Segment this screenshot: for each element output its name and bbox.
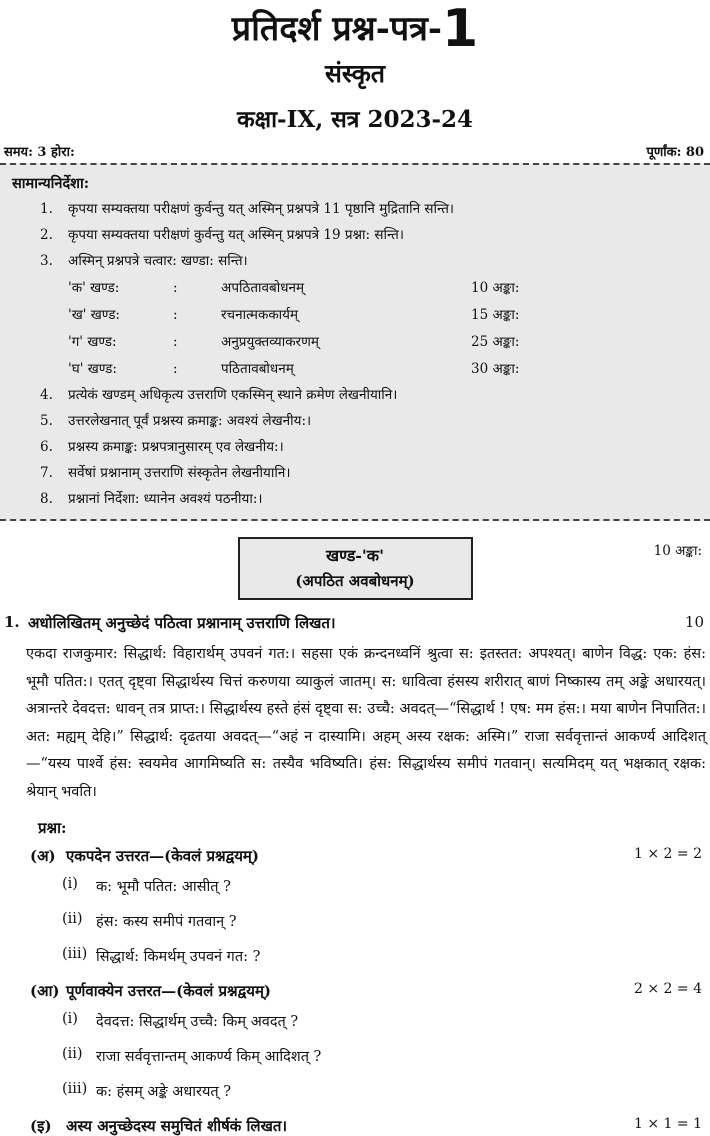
instruction-text: कृपया सम्यक्तया परीक्षणं कुर्वन्तु यत् अस्मिन् प्रश्नपत्रे 11 पृष्ठानि मुद्रितानि सन्ति। bbox=[68, 201, 455, 217]
subquestion-aa-text: पूर्णवाक्येन उत्तरत—(केवलं प्रश्नद्वयम्) bbox=[66, 982, 272, 1000]
instruction-text: प्रश्नस्य क्रमाङ्क: प्रश्नपत्रानुसारम् एव लेखनीय:। bbox=[68, 439, 284, 455]
paper-header bbox=[0, 0, 710, 134]
instruction-item bbox=[40, 439, 700, 456]
subquestion-aa-marks: 2 × 2 = 4 bbox=[634, 981, 702, 997]
khanda-name: रचनात्मककार्यम् bbox=[221, 307, 299, 323]
item-text: सिद्धार्थ: किमर्थम् उपवनं गत: ? bbox=[96, 949, 261, 965]
subquestion-a-text: एकपदेन उत्तरत—(केवलं प्रश्नद्वयम्) bbox=[66, 847, 259, 865]
instruction-number: 4. bbox=[40, 387, 53, 403]
khanda-table-row bbox=[68, 333, 700, 351]
item-number: (iii) bbox=[62, 946, 88, 962]
khanda-table-row bbox=[68, 360, 700, 378]
subquestion-aa-item bbox=[62, 1081, 710, 1101]
khanda-colon: : bbox=[173, 334, 178, 350]
instruction-number: 7. bbox=[40, 465, 53, 481]
khanda-colon: : bbox=[173, 361, 178, 377]
instruction-text: अस्मिन् प्रश्नपत्रे चत्वार: खण्डा: सन्ति। bbox=[68, 253, 248, 269]
section-a-title: खण्ड-'क' bbox=[326, 546, 384, 565]
section-a-header bbox=[0, 537, 710, 599]
subquestion-aa-number: (आ) bbox=[30, 982, 60, 1000]
item-text: क: हंसम् अङ्के अधारयत् ? bbox=[96, 1084, 232, 1100]
khanda-label: 'ख' खण्ड: bbox=[68, 307, 120, 323]
subquestion-a-item bbox=[62, 946, 710, 966]
instruction-item bbox=[40, 491, 700, 508]
instruction-number: 1. bbox=[40, 201, 53, 217]
subquestion-i-text: अस्य अनुच्छेदस्य समुचितं शीर्षकं लिखत। bbox=[66, 1117, 288, 1135]
khanda-marks: 30 अङ्का: bbox=[471, 361, 520, 377]
subquestion-aa-heading bbox=[30, 981, 702, 1001]
khanda-name: अनुप्रयुक्तव्याकरणम् bbox=[221, 334, 319, 350]
item-number: (iii) bbox=[62, 1081, 88, 1097]
question-1-marks: 10 bbox=[684, 613, 704, 631]
instructions-heading: सामान्यनिर्देशा: bbox=[12, 175, 90, 192]
subquestion-a-item bbox=[62, 911, 710, 931]
reading-passage: एकदा राजकुमार: सिद्धार्थ: विहारार्थम् उपवनं गत:। सहसा एकं क्रन्दनध्वनिं श्रुत्वा स: इतस्तत: अपश्यत्। बाणेन विद्ध: एक: हंस: भूमौ पतित:। एतत् दृष्ट्वा सिद्धार्थस्य चित्तं करुणया व्याकुलं जातम्। स: धावित्वा हंसस्य शरीरात् बाणं निष्कास्य तम् अङ्के अधारयत्। अत्रान्तरे देवदत्त: धावन् तत्र प्राप्त:। सिद्धार्थस्य हस्ते हंसं दृष्ट्वा स: उच्चै: अवदत्—“सिद्धार्थ ! एष: मम हंस:। मया बाणेन निपातित:। अत: मह्यम् देहि।” सिद्धार्थ: दृढतया अवदत्—“अहं न दास्यामि। अहम् अस्य रक्षक: अस्मि।” राजा सर्ववृत्तान्तं आकर्ण्य आदिशत्—“यस्य पार्श्वे हंस: स्वयमेव आगमिष्यति स: तस्यैव भविष्यति। हंस: सिद्धार्थस्य समीपं गतवान्। सत्यमिदम् यत् भक्षकात् रक्षक: श्रेयान् भवति। bbox=[26, 646, 706, 800]
instruction-text: उत्तरलेखनात् पूर्वं प्रश्नस्य क्रमाङ्क: अवश्यं लेखनीय:। bbox=[68, 413, 312, 429]
khanda-label: 'ग' खण्ड: bbox=[68, 334, 117, 350]
item-text: राजा सर्ववृत्तान्तम् आकर्ण्य किम् आदिशत् ? bbox=[96, 1049, 322, 1065]
item-number: (ii) bbox=[62, 911, 83, 927]
page-title bbox=[0, 0, 710, 59]
class-session: कक्षा-IX, सत्र 2023-24 bbox=[236, 106, 474, 133]
instruction-item bbox=[40, 253, 700, 270]
instruction-item bbox=[40, 413, 700, 430]
paper-number: 1 bbox=[442, 0, 479, 59]
khanda-name: पठितावबोधनम् bbox=[221, 361, 294, 377]
khanda-table-row bbox=[68, 279, 700, 297]
khanda-table-row bbox=[68, 306, 700, 324]
page-title-text: प्रतिदर्श प्रश्न-पत्र- bbox=[231, 9, 443, 49]
khanda-colon: : bbox=[173, 307, 178, 323]
subquestion-i-heading bbox=[30, 1116, 702, 1136]
instruction-item bbox=[40, 465, 700, 482]
khanda-name: अपठितावबोधनम् bbox=[221, 280, 305, 296]
instruction-number: 8. bbox=[40, 491, 53, 507]
instruction-number: 2. bbox=[40, 227, 53, 243]
khanda-label: 'क' खण्ड: bbox=[68, 280, 120, 296]
instruction-number: 6. bbox=[40, 439, 53, 455]
subquestion-a-marks: 1 × 2 = 2 bbox=[634, 846, 702, 862]
subquestion-a-item bbox=[62, 876, 710, 896]
khanda-colon: : bbox=[173, 280, 178, 296]
item-number: (i) bbox=[62, 1011, 78, 1027]
subquestion-a-number: (अ) bbox=[30, 847, 56, 865]
general-instructions-box bbox=[0, 163, 710, 521]
item-number: (ii) bbox=[62, 1046, 83, 1062]
khanda-label: 'घ' खण्ड: bbox=[68, 361, 117, 377]
instruction-text: सर्वेषां प्रश्नानाम् उत्तराणि संस्कृतेन लेखनीयानि। bbox=[68, 465, 291, 481]
subquestion-i-number: (इ) bbox=[30, 1117, 52, 1135]
section-a-subtitle: (अपठित अवबोधनम्) bbox=[295, 572, 415, 590]
instruction-text: प्रत्येकं खण्डम् अधिकृत्य उत्तराणि एकस्मिन् स्थाने क्रमेण लेखनीयानि। bbox=[68, 387, 398, 403]
max-marks: पूर्णांक: 80 bbox=[646, 145, 704, 160]
subject-title: संस्कृत bbox=[324, 59, 386, 88]
subquestion-aa-item bbox=[62, 1046, 710, 1066]
subquestion-aa-item bbox=[62, 1011, 710, 1031]
subquestion-a-heading bbox=[30, 846, 702, 866]
question-1-text: अधोलिखितम् अनुच्छेदं पठित्वा प्रश्नानाम् उत्तराणि लिखत। bbox=[28, 614, 336, 632]
khanda-marks: 10 अङ्का: bbox=[471, 280, 520, 296]
item-text: देवदत्त: सिद्धार्थम् उच्चै: किम् अवदत् ? bbox=[96, 1014, 299, 1030]
instruction-text: कृपया सम्यक्तया परीक्षणं कुर्वन्तु यत् अस्मिन् प्रश्नपत्रे 19 प्रश्ना: सन्ति। bbox=[68, 227, 404, 243]
section-a-box bbox=[238, 537, 473, 600]
instruction-number: 5. bbox=[40, 413, 53, 429]
item-text: हंस: कस्य समीपं गतवान् ? bbox=[96, 914, 237, 930]
question-1-number: 1. bbox=[4, 613, 20, 631]
instruction-item bbox=[40, 201, 700, 218]
section-a-marks: 10 अङ्का: bbox=[653, 543, 702, 559]
meta-row bbox=[0, 134, 710, 163]
instruction-number: 3. bbox=[40, 253, 53, 269]
instruction-item bbox=[40, 387, 700, 404]
item-text: क: भूमौ पतित: आसीत् ? bbox=[96, 879, 231, 895]
question-1-heading bbox=[0, 613, 710, 633]
khanda-marks: 25 अङ्का: bbox=[471, 334, 520, 350]
time-allowed: समय: 3 होरा: bbox=[4, 145, 75, 160]
item-number: (i) bbox=[62, 876, 78, 892]
subquestion-i-marks: 1 × 1 = 1 bbox=[634, 1116, 702, 1132]
instruction-text: प्रश्नानां निर्देशा: ध्यानेन अवश्यं पठनीया:। bbox=[68, 491, 263, 507]
khanda-marks: 15 अङ्का: bbox=[471, 307, 520, 323]
prashna-label: प्रश्ना: bbox=[38, 819, 67, 837]
instruction-item bbox=[40, 227, 700, 244]
